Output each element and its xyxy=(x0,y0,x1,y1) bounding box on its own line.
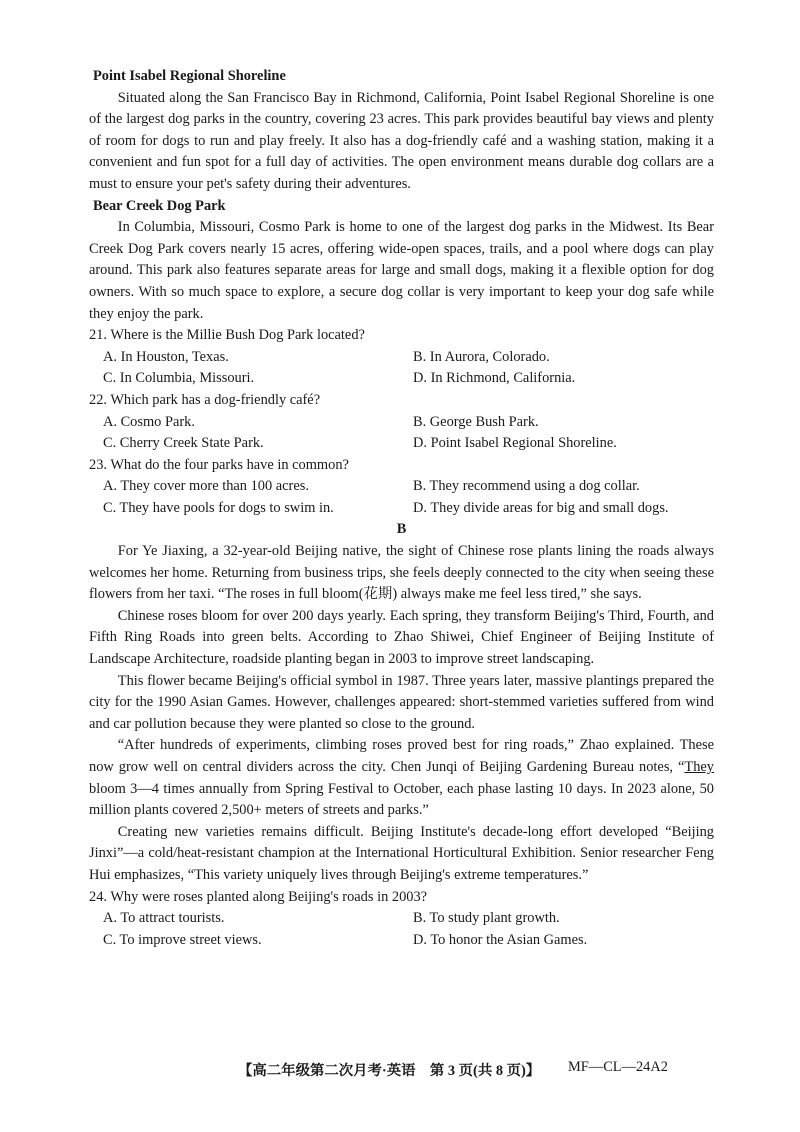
option-b: B. In Aurora, Colorado. xyxy=(413,348,550,365)
option-d: D. In Richmond, California. xyxy=(413,370,576,387)
passage-b-paragraph-1: For Ye Jiaxing, a 32-year-old Beijing native, the sight of Chinese rose plants lining the roads always welcomes her home. Returning from business trips, she feels deeply connected to the city when seeing these flowers from her taxi. “The roses in full bloom(花期) always make me feel less tired,” she says. xyxy=(89,543,714,603)
passage-b-paragraph-2: Chinese roses bloom for over 200 days yearly. Each spring, they transform Beijing's Third, Fourth, and Fifth Ring Roads into green belts. According to Zhao Shiwei, Chief Engineer of Beijing Institute of Landscape Architecture, roadside planting began in 2003 to improve street landscaping. xyxy=(89,607,714,668)
exam-page xyxy=(89,66,714,951)
option-c: C. In Columbia, Missouri. xyxy=(103,370,255,387)
option-d: D. Point Isabel Regional Shoreline. xyxy=(413,435,617,452)
option-b: B. They recommend using a dog collar. xyxy=(413,478,640,495)
question-22 xyxy=(89,390,714,455)
option-a: A. To attract tourists. xyxy=(103,910,225,927)
option-c: C. They have pools for dogs to swim in. xyxy=(103,499,334,516)
question-stem: 22. Which park has a dog-friendly café? xyxy=(89,391,321,408)
section-b-label: B xyxy=(396,521,407,538)
option-a: A. In Houston, Texas. xyxy=(103,348,229,365)
footer-page-label: 【高二年级第二次月考·英语 第 3 页(共 8 页)】 xyxy=(238,1063,541,1079)
question-23 xyxy=(89,455,714,520)
underlined-word-they: They xyxy=(684,759,714,775)
option-c: C. Cherry Creek State Park. xyxy=(103,435,264,452)
question-stem: 23. What do the four parks have in common? xyxy=(89,456,349,473)
page-footer xyxy=(238,1059,718,1080)
option-b: B. To study plant growth. xyxy=(413,910,560,927)
park-description-point-isabel: Situated along the San Francisco Bay in Richmond, California, Point Isabel Regional Shoreline is one of the largest dog parks in the country, covering 23 acres. This park provides beautiful bay views and plenty of room for dogs to run and play freely. It also has a dog-friendly café and a washing station, making it a convenient and fun spot for a full day of activities. The open environment means durable dog collars are a must to ensure your pet's safety during their adventures. xyxy=(89,89,714,192)
option-d: D. They divide areas for big and small dogs. xyxy=(413,499,669,516)
footer-exam-code: MF—CL—24A2 xyxy=(568,1059,668,1075)
paragraph-4-text-before: “After hundreds of experiments, climbing roses proved best for ring roads,” Zhao explained. These now grow well on central dividers across the city. Chen Junqi of Beijing Gardening Bureau notes, “ xyxy=(89,737,714,775)
option-d: D. To honor the Asian Games. xyxy=(413,931,588,948)
option-c: C. To improve street views. xyxy=(103,931,262,948)
passage-b-paragraph-3: This flower became Beijing's official symbol in 1987. Three years later, massive plantings prepared the city for the 1990 Asian Games. However, challenges appeared: short-stemmed varieties suffered from wind and car pollution because they were planted so close to the ground. xyxy=(89,672,714,732)
option-b: B. George Bush Park. xyxy=(413,413,539,430)
passage-b-paragraph-4 xyxy=(89,735,714,821)
park-title-point-isabel: Point Isabel Regional Shoreline xyxy=(93,68,286,84)
option-a: A. Cosmo Park. xyxy=(103,413,195,430)
park-title-bear-creek: Bear Creek Dog Park xyxy=(93,197,226,214)
park-description-bear-creek: In Columbia, Missouri, Cosmo Park is home to one of the largest dog parks in the Midwest. Its Bear Creek Dog Park covers nearly 15 acres, offering wide-open spaces, trails, and a pool where dogs can play around. This park also features separate areas for large and small dogs, making it a flexible option for dog owners. With so much space to explore, a secure dog collar is very important to keep your dog safe while they enjoy the park. xyxy=(89,219,714,322)
question-stem: 21. Where is the Millie Bush Dog Park located? xyxy=(89,327,365,344)
option-a: A. They cover more than 100 acres. xyxy=(103,478,309,495)
question-21 xyxy=(89,325,714,390)
question-stem: 24. Why were roses planted along Beijing's roads in 2003? xyxy=(89,888,428,905)
paragraph-4-text-after: bloom 3—4 times annually from Spring Festival to October, each phase lasting 10 days. In 2023 alone, 50 million plants covered 2,500+ meters of streets and parks.” xyxy=(89,780,714,819)
question-24 xyxy=(89,887,714,952)
passage-b-paragraph-5: Creating new varieties remains difficult. Beijing Institute's decade-long effort developed “Beijing Jinxi”—a cold/heat-resistant champion at the International Horticultural Exhibition. Senior researcher Feng Hui emphasizes, “This variety uniquely lives through Beijing's extreme temperatures.” xyxy=(89,823,714,883)
